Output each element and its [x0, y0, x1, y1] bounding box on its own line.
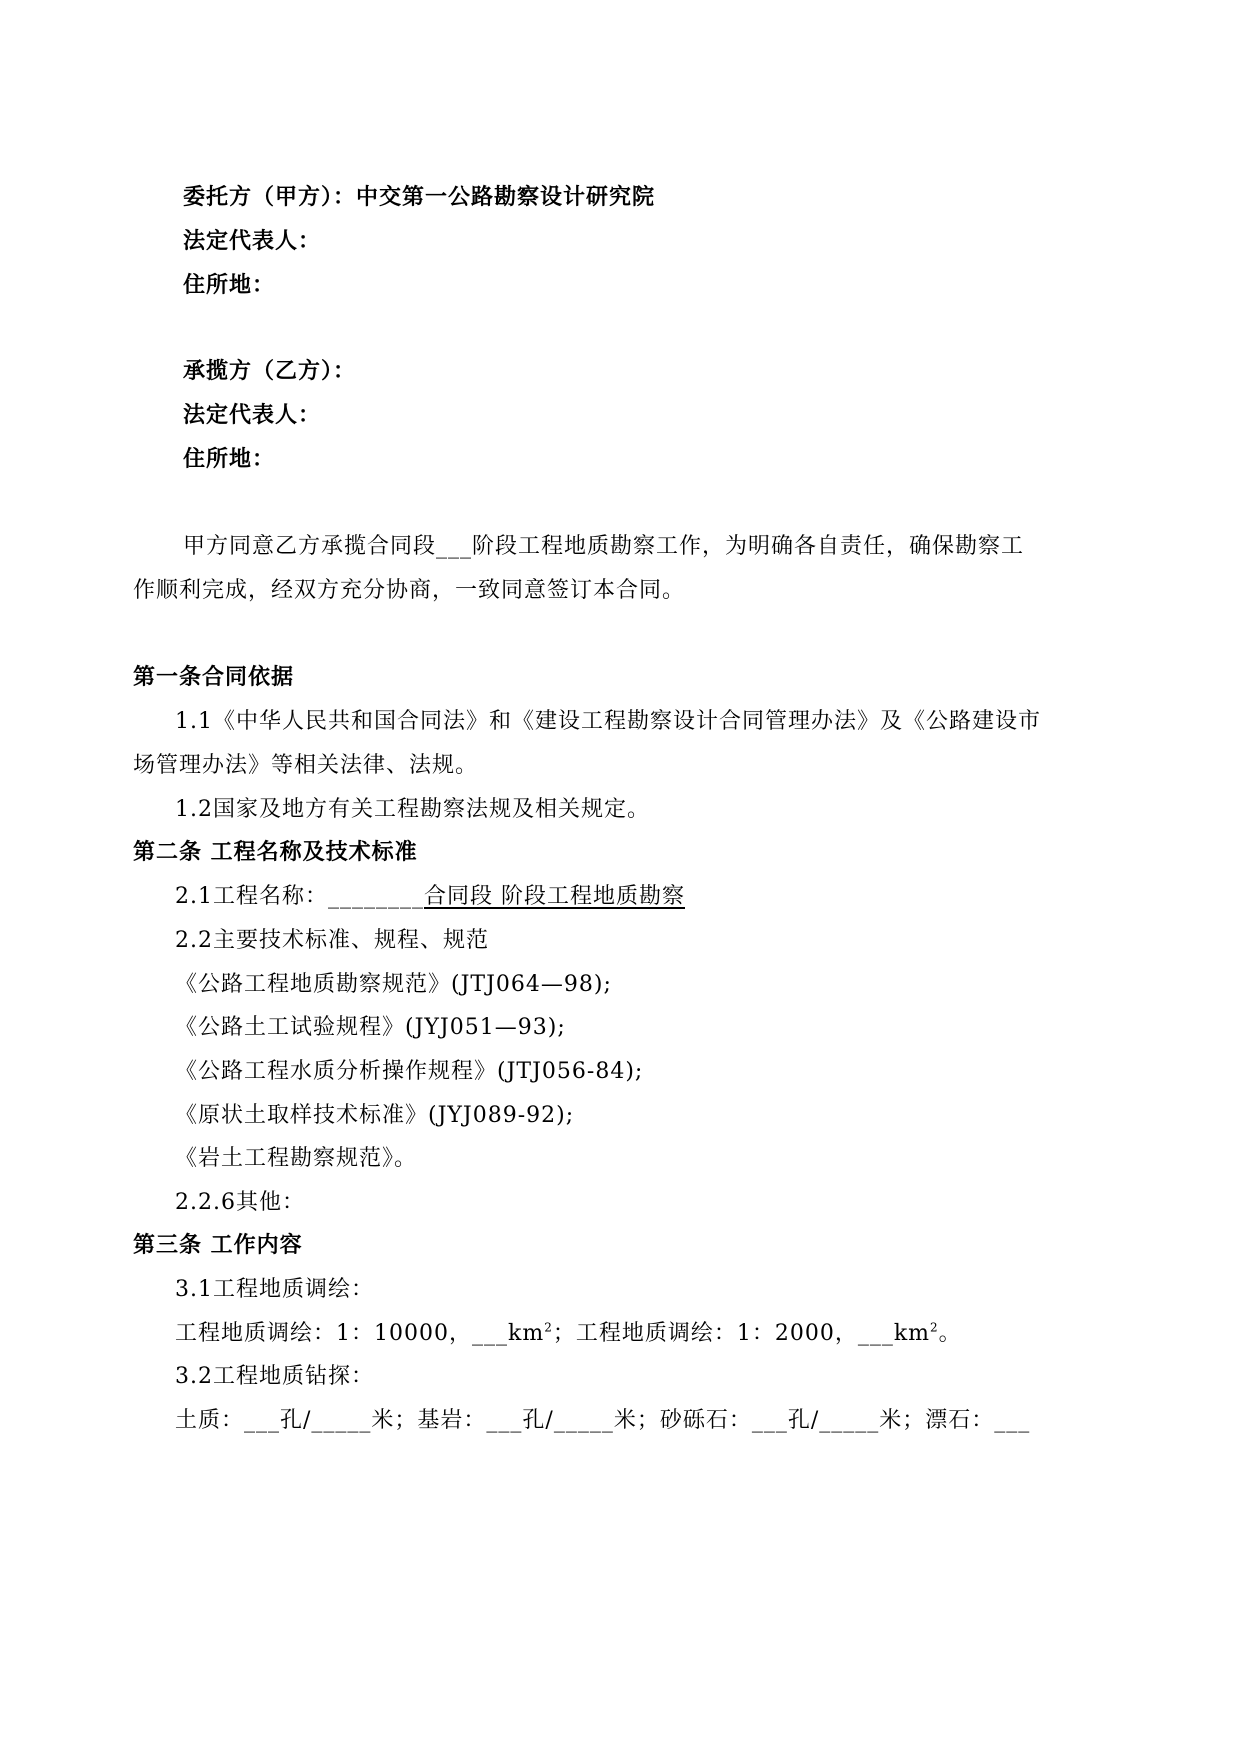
standard-item: 《公路工程水质分析操作规程》(JTJ056-84);: [175, 1059, 644, 1084]
standards-heading: 2.2主要技术标准、规程、规范: [175, 928, 489, 953]
survey-scale-a: 工程地质调绘：1：10000，___km: [175, 1321, 545, 1346]
survey-scale-end: 。: [938, 1321, 962, 1346]
project-name-value: 合同段 阶段工程地质勘察: [424, 884, 685, 909]
party-b-representative: 法定代表人：: [183, 403, 322, 428]
article-1-item-1-line-1: 1.1《中华人民共和国合同法》和《建设工程勘察设计合同管理办法》及《公路建设市: [175, 709, 1041, 734]
project-name-prefix: 2.1工程名称：: [175, 884, 328, 909]
survey-scale-b: ；工程地质调绘：1：2000，___km: [552, 1321, 931, 1346]
party-a-representative: 法定代表人：: [183, 229, 322, 254]
survey-scale-line: [175, 1319, 962, 1349]
article-3-item-2: 3.2工程地质钻探：: [175, 1364, 374, 1389]
standard-item: 《原状土取样技术标准》(JYJ089-92);: [175, 1103, 575, 1128]
party-b-address: 住所地：: [183, 447, 276, 472]
drilling-line: 土质：___孔/_____米；基岩：___孔/_____米；砂砾石：___孔/_____米；漂石：___: [175, 1408, 1031, 1433]
project-name-blank: ________: [328, 884, 424, 909]
superscript-2: 2: [544, 1320, 553, 1335]
standards-other: 2.2.6其他：: [175, 1190, 305, 1215]
intro-line-1: 甲方同意乙方承揽合同段___阶段工程地质勘察工作，为明确各自责任，确保勘察工: [183, 534, 1025, 559]
article-2-heading: 第二条 工程名称及技术标准: [133, 840, 418, 865]
party-a-line: 委托方（甲方）：中交第一公路勘察设计研究院: [183, 185, 656, 210]
article-1-heading: 第一条合同依据: [133, 665, 295, 690]
superscript-2: 2: [930, 1320, 939, 1335]
standard-item: 《岩土工程勘察规范》。: [175, 1146, 418, 1171]
article-1-item-2: 1.2国家及地方有关工程勘察法规及相关规定。: [175, 797, 650, 822]
article-3-item-1: 3.1工程地质调绘：: [175, 1277, 374, 1302]
standard-item: 《公路土工试验规程》(JYJ051—93);: [175, 1015, 566, 1040]
party-b-line: 承揽方（乙方）：: [183, 359, 357, 384]
project-name-line: [175, 882, 685, 912]
party-a-address: 住所地：: [183, 273, 276, 298]
article-1-item-1-line-2: 场管理办法》等相关法律、法规。: [133, 753, 479, 778]
intro-line-2: 作顺利完成，经双方充分协商，一致同意签订本合同。: [133, 578, 686, 603]
article-3-heading: 第三条 工作内容: [133, 1233, 303, 1258]
standard-item: 《公路工程地质勘察规范》(JTJ064—98);: [175, 972, 612, 997]
